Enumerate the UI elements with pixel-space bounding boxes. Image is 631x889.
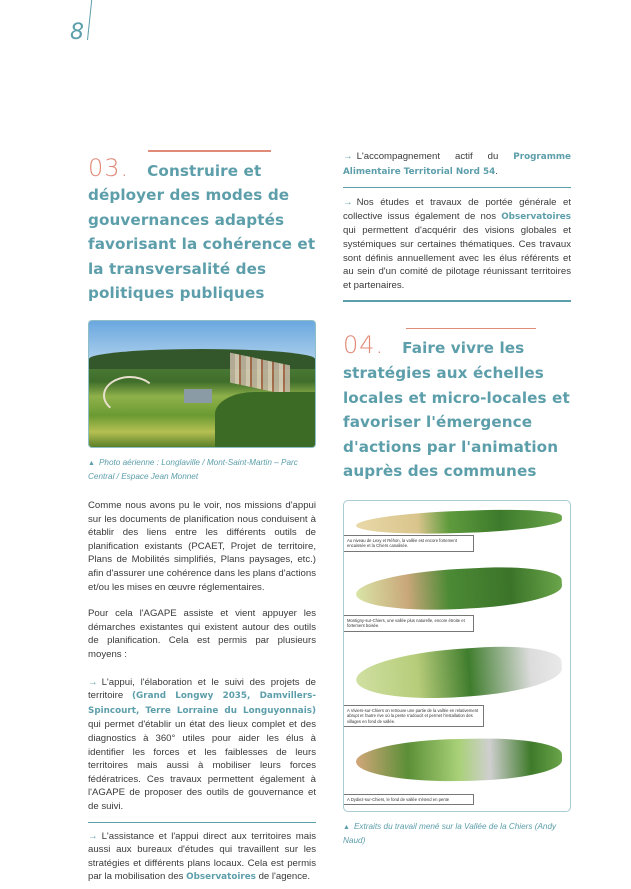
bullet-item: → Nos études et travaux de portée générale et collective issus également de nos Observatoires qui permettent d'acquérir des visions globales et systémiques sur certaines thématiques. Ces travaux sont définis annuellement avec les élus référents et au sein d'un comité de pilotage réunissant territoires et partenaires.	[343, 187, 571, 300]
right-column	[343, 150, 571, 847]
divider	[343, 300, 571, 302]
triangle-up-icon: ▲	[88, 460, 95, 468]
section-04	[343, 328, 571, 847]
arrow-right-icon: →	[343, 197, 353, 209]
bullet-item: → L'appui, l'élaboration et le suivi des projets de territoire (Grand Longwy 2035, Damvillers-Spincourt, Terre Lorraine du Longuyonnais) qui permet d'établir un état des lieux complet et des diagnostics à 360° utiles pour aider les élus à identifier les forces et les faiblesses de leurs territoires mais aussi à mobiliser leurs forces fédératrices. Ces travaux permettent également à l'AGAPE de proposer des outils de gouvernance et de suivi.	[88, 676, 316, 812]
photo-caption: ▲ Photo aérienne : Longlaville / Mont-Saint-Martin – Parc Central / Espace Jean Monnet	[88, 458, 298, 482]
landscape-strip	[355, 642, 564, 704]
illustration-label: Au niveau de Lexy et Réhon, la vallée est encore fortement encaissée et la Chiers canalisée.	[344, 535, 474, 552]
left-column	[88, 150, 316, 885]
arrow-right-icon: →	[88, 830, 98, 842]
highlight-observatoires: Observatoires	[501, 211, 571, 222]
intro-paragraph: Comme nous avons pu le voir, nos missions d'appui sur les documents de planification nous conduisent à établir des liens entre les différents outils de planification existants (PCAET, Projet de territoire, Plans de Mobilités simplifiés, Plans paysages, etc.) afin d'assurer une cohérence dans les plans d'actions et/ou les mises en œuvre réglementaires.	[88, 500, 316, 593]
arrow-right-icon: →	[343, 151, 353, 162]
arrow-right-icon: →	[88, 676, 98, 688]
landscape-strip	[356, 507, 563, 536]
triangle-up-icon: ▲	[343, 823, 350, 831]
illustration-label: Montigny-sur-Chiers, une vallée plus naturelle, encore étroite et fortement boisée.	[344, 615, 474, 632]
landscape-strip	[356, 737, 563, 783]
highlight-projects: (Grand Longwy 2035, Damvillers-Spincourt, Terre Lorraine du Longuyonnais)	[88, 691, 316, 716]
section-04-rule	[406, 328, 536, 330]
illustration-label: A Viviers-sur-Chiers on retrouve une partie de la vallée en relativement abrupt et l'autre rive où la pente s'adoucit et permet l'installation des villages en fond de vallée.	[344, 705, 484, 727]
highlight-programme: Programme Alimentaire Territorial Nord 54	[343, 152, 571, 177]
highlight-observatoires: Observatoires	[186, 872, 256, 883]
section-04-number: 04.	[343, 331, 385, 360]
intro-paragraph: Pour cela l'AGAPE assiste et vient appuyer les démarches existantes qui existent autour des outils de planification. Cela est permis par plusieurs moyens :	[88, 608, 316, 660]
aerial-photo	[88, 320, 316, 448]
section-03-heading	[88, 153, 316, 307]
bullet-item: → L'assistance et l'appui direct aux territoires mais aussi aux bureaux d'études qui travaillent sur les stratégies et différents plans locaux. Cela est permis par la mobilisation des Observatoires de l'agence.	[88, 822, 316, 885]
section-03-rule	[148, 150, 271, 152]
valley-illustration	[343, 500, 571, 812]
illustration-caption: ▲ Extraits du travail mené sur la Vallée de la Chiers (Andy Naud)	[343, 821, 557, 845]
section-04-title: Faire vivre les stratégies aux échelles locales et micro-locales et favoriser l'émergence d'actions par l'animation auprès des communes	[343, 339, 570, 481]
bullet-item: → L'accompagnement actif du Programme Alimentaire Territorial Nord 54.	[343, 151, 571, 177]
landscape-strip	[355, 564, 563, 615]
section-03-title: Construire et déployer des modes de gouvernances adaptés favorisant la cohérence et la transversalité des politiques publiques	[88, 161, 316, 303]
page-number-rule	[87, 0, 92, 40]
illustration-label: A Dydiez-sur-Chiers, le fond de vallée s'étend en pente	[344, 794, 474, 805]
section-04-heading	[343, 333, 571, 484]
page-number: 8	[70, 20, 84, 45]
section-03-number: 03.	[88, 153, 130, 182]
